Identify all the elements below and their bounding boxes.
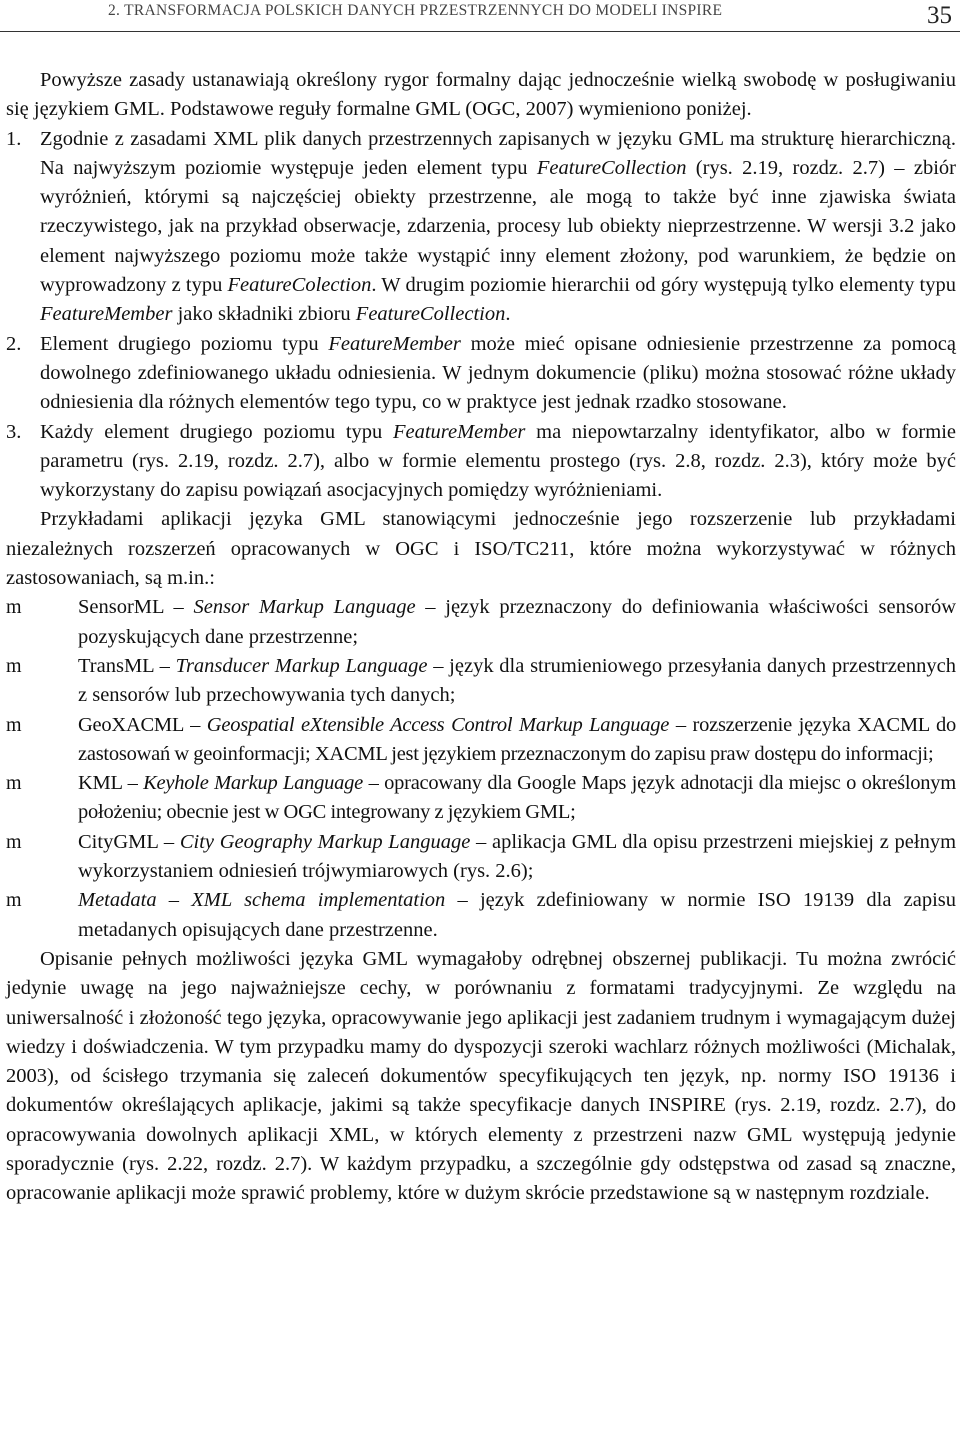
list-item: m TransML – Transducer Markup Language – język dla strumieniowego przesyłania danych przestrzennych z sensorów lub przechowywania tych danych;: [6, 652, 956, 711]
term-featurecolection: FeatureColection: [227, 274, 372, 297]
list-item: m SensorML – Sensor Markup Language – język przeznaczony do definiowania właściwości sensorów pozyskujących dane przestrzenne;: [6, 593, 956, 652]
rule-text: Zgodnie z zasadami XML plik danych przestrzennych zapisanych w języku GML ma strukturę hierarchiczną. Na najwyższym poziomie występuje jeden element typu FeatureCollection (rys. 2.19, rozdz. 2.7) – zbiór wyróżnień, którymi są najczęściej obiekty przestrzenne, ale mogą to także być inne zjawiska świata rzeczywistego, jak na przykład obserwacje, zdarzenia, procesy lub obiekty nieprzestrzenne. W wersji 3.2 jako element najwyższego poziomu może także wystąpić inny element złożony, pod warunkiem, że będzie on wyprowadzony z typu FeatureColection. W drugim poziomie hierarchii od góry występują tylko elementy typu FeatureMember jako składniki zbioru FeatureCollection.: [40, 127, 956, 326]
examples-intro-paragraph: Przykładami aplikacji języka GML stanowiącymi jednocześnie jego rozszerzenie lub przykładami niezależnych rozszerzeń opracowanych w OGC i ISO/TC211, które można wykorzystywać w różnych zastosowaniach, są m.in.:: [6, 508, 956, 590]
term-featurecollection: FeatureCollection: [536, 156, 687, 179]
rule-text: Element drugiego poziomu typu FeatureMember może mieć opisane odniesienie przestrzenne za pomocą dowolnego zdefiniowanego układu odniesienia. W jednym dokumencie (pliku) można stosować różne układy odniesienia dla różnych elementów tego typu, co w praktyce jest jednak rzadko stosowane.: [40, 332, 956, 414]
list-item: m Metadata – XML schema implementation – język zdefiniowany w normie ISO 19139 dla zapisu metadanych opisujących dane przestrzenne.: [6, 886, 956, 945]
gml-extensions-list: [6, 593, 956, 945]
rule-number: 1.: [6, 127, 22, 150]
rule-item-3: [6, 418, 956, 506]
rule-item-1: [6, 125, 956, 330]
term-featuremember: FeatureMember: [328, 332, 461, 355]
bullet-icon: m: [6, 654, 22, 677]
closing-paragraph: Opisanie pełnych możliwości języka GML wymagałoby odrębnej obszernej publikacji. Tu można zwrócić jedynie uwagę na jego najważniejsze cechy, w porównaniu z formatami tradycyjnymi. Ze względu na uniwersalność i złożoność tego języka, opracowywanie jego aplikacji jest zadaniem trudnym i wymagającym dużej wiedzy i doświadczenia. W tym przypadku mamy do dyspozycji szeroki wachlarz różnych możliwości (Michalak, 2003), od ścisłego trzymania się zaleceń dokumentów specyfikujących ten język, np. normy ISO 19136 i dokumentów określających aplikacje, jakimi są także specyfikacje danych INSPIRE (rys. 2.19, rozdz. 2.7), do opracowywania dowolnych aplikacji XML, w których elementy z przestrzeni nazw GML występują jedynie sporadycznie (rys. 2.22, rozdz. 2.7). W każdym przypadku, a szczególnie gdy odstępstwa od zasad są znaczne, opracowanie aplikacji może sprawić problemy, które w dużym skrócie przedstawione są w następnym rozdziale.: [6, 947, 956, 1205]
list-item: m KML – Keyhole Markup Language – opracowany dla Google Maps język adnotacji dla miejsc o określonym położeniu; obecnie jest w OGC integrowany z językiem GML;: [6, 769, 956, 828]
bullet-icon: m: [6, 889, 22, 912]
list-item: m CityGML – City Geography Markup Language – aplikacja GML dla opisu przestrzeni miejskiej z pełnym wykorzystaniem odniesień trójwymiarowych (rys. 2.6);: [6, 828, 956, 887]
running-header: [0, 0, 960, 36]
bullet-icon: m: [6, 713, 22, 736]
bullet-icon: m: [6, 596, 22, 619]
header-rule: [0, 31, 960, 32]
term-featuremember: FeatureMember: [40, 303, 173, 326]
term-featurecollection: FeatureCollection: [355, 303, 506, 326]
header-title: 2. TRANSFORMACJA POLSKICH DANYCH PRZESTRZENNYCH DO MODELI INSPIRE: [108, 2, 723, 19]
rule-text: Każdy element drugiego poziomu typu FeatureMember ma niepowtarzalny identyfikator, albo w formie parametru (rys. 2.19, rozdz. 2.7), albo w formie elementu prostego (rys. 2.8, rozdz. 2.3), który może być wykorzystany do zapisu powiązań asocjacyjnych pomiędzy wyróżnieniami.: [40, 420, 956, 502]
term-featuremember: FeatureMember: [392, 420, 526, 443]
intro-paragraph: Powyższe zasady ustanawiają określony rygor formalny dając jednocześnie wielką swobodę w posługiwaniu się językiem GML. Podstawowe reguły formalne GML (OGC, 2007) wymieniono poniżej.: [6, 69, 956, 121]
rule-number: 3.: [6, 420, 22, 443]
rule-item-2: [6, 330, 956, 418]
rule-number: 2.: [6, 332, 22, 355]
page-number: 35: [927, 2, 952, 29]
bullet-icon: m: [6, 772, 22, 795]
bullet-icon: m: [6, 830, 22, 853]
page-body: [6, 66, 956, 1428]
list-item: m GeoXACML – Geospatial eXtensible Access Control Markup Language – rozszerzenie języka XACML do zastosowań w geoinformacji; XACML jest językiem przeznaczonym do zapisu praw dostępu do informacji;: [6, 711, 956, 770]
